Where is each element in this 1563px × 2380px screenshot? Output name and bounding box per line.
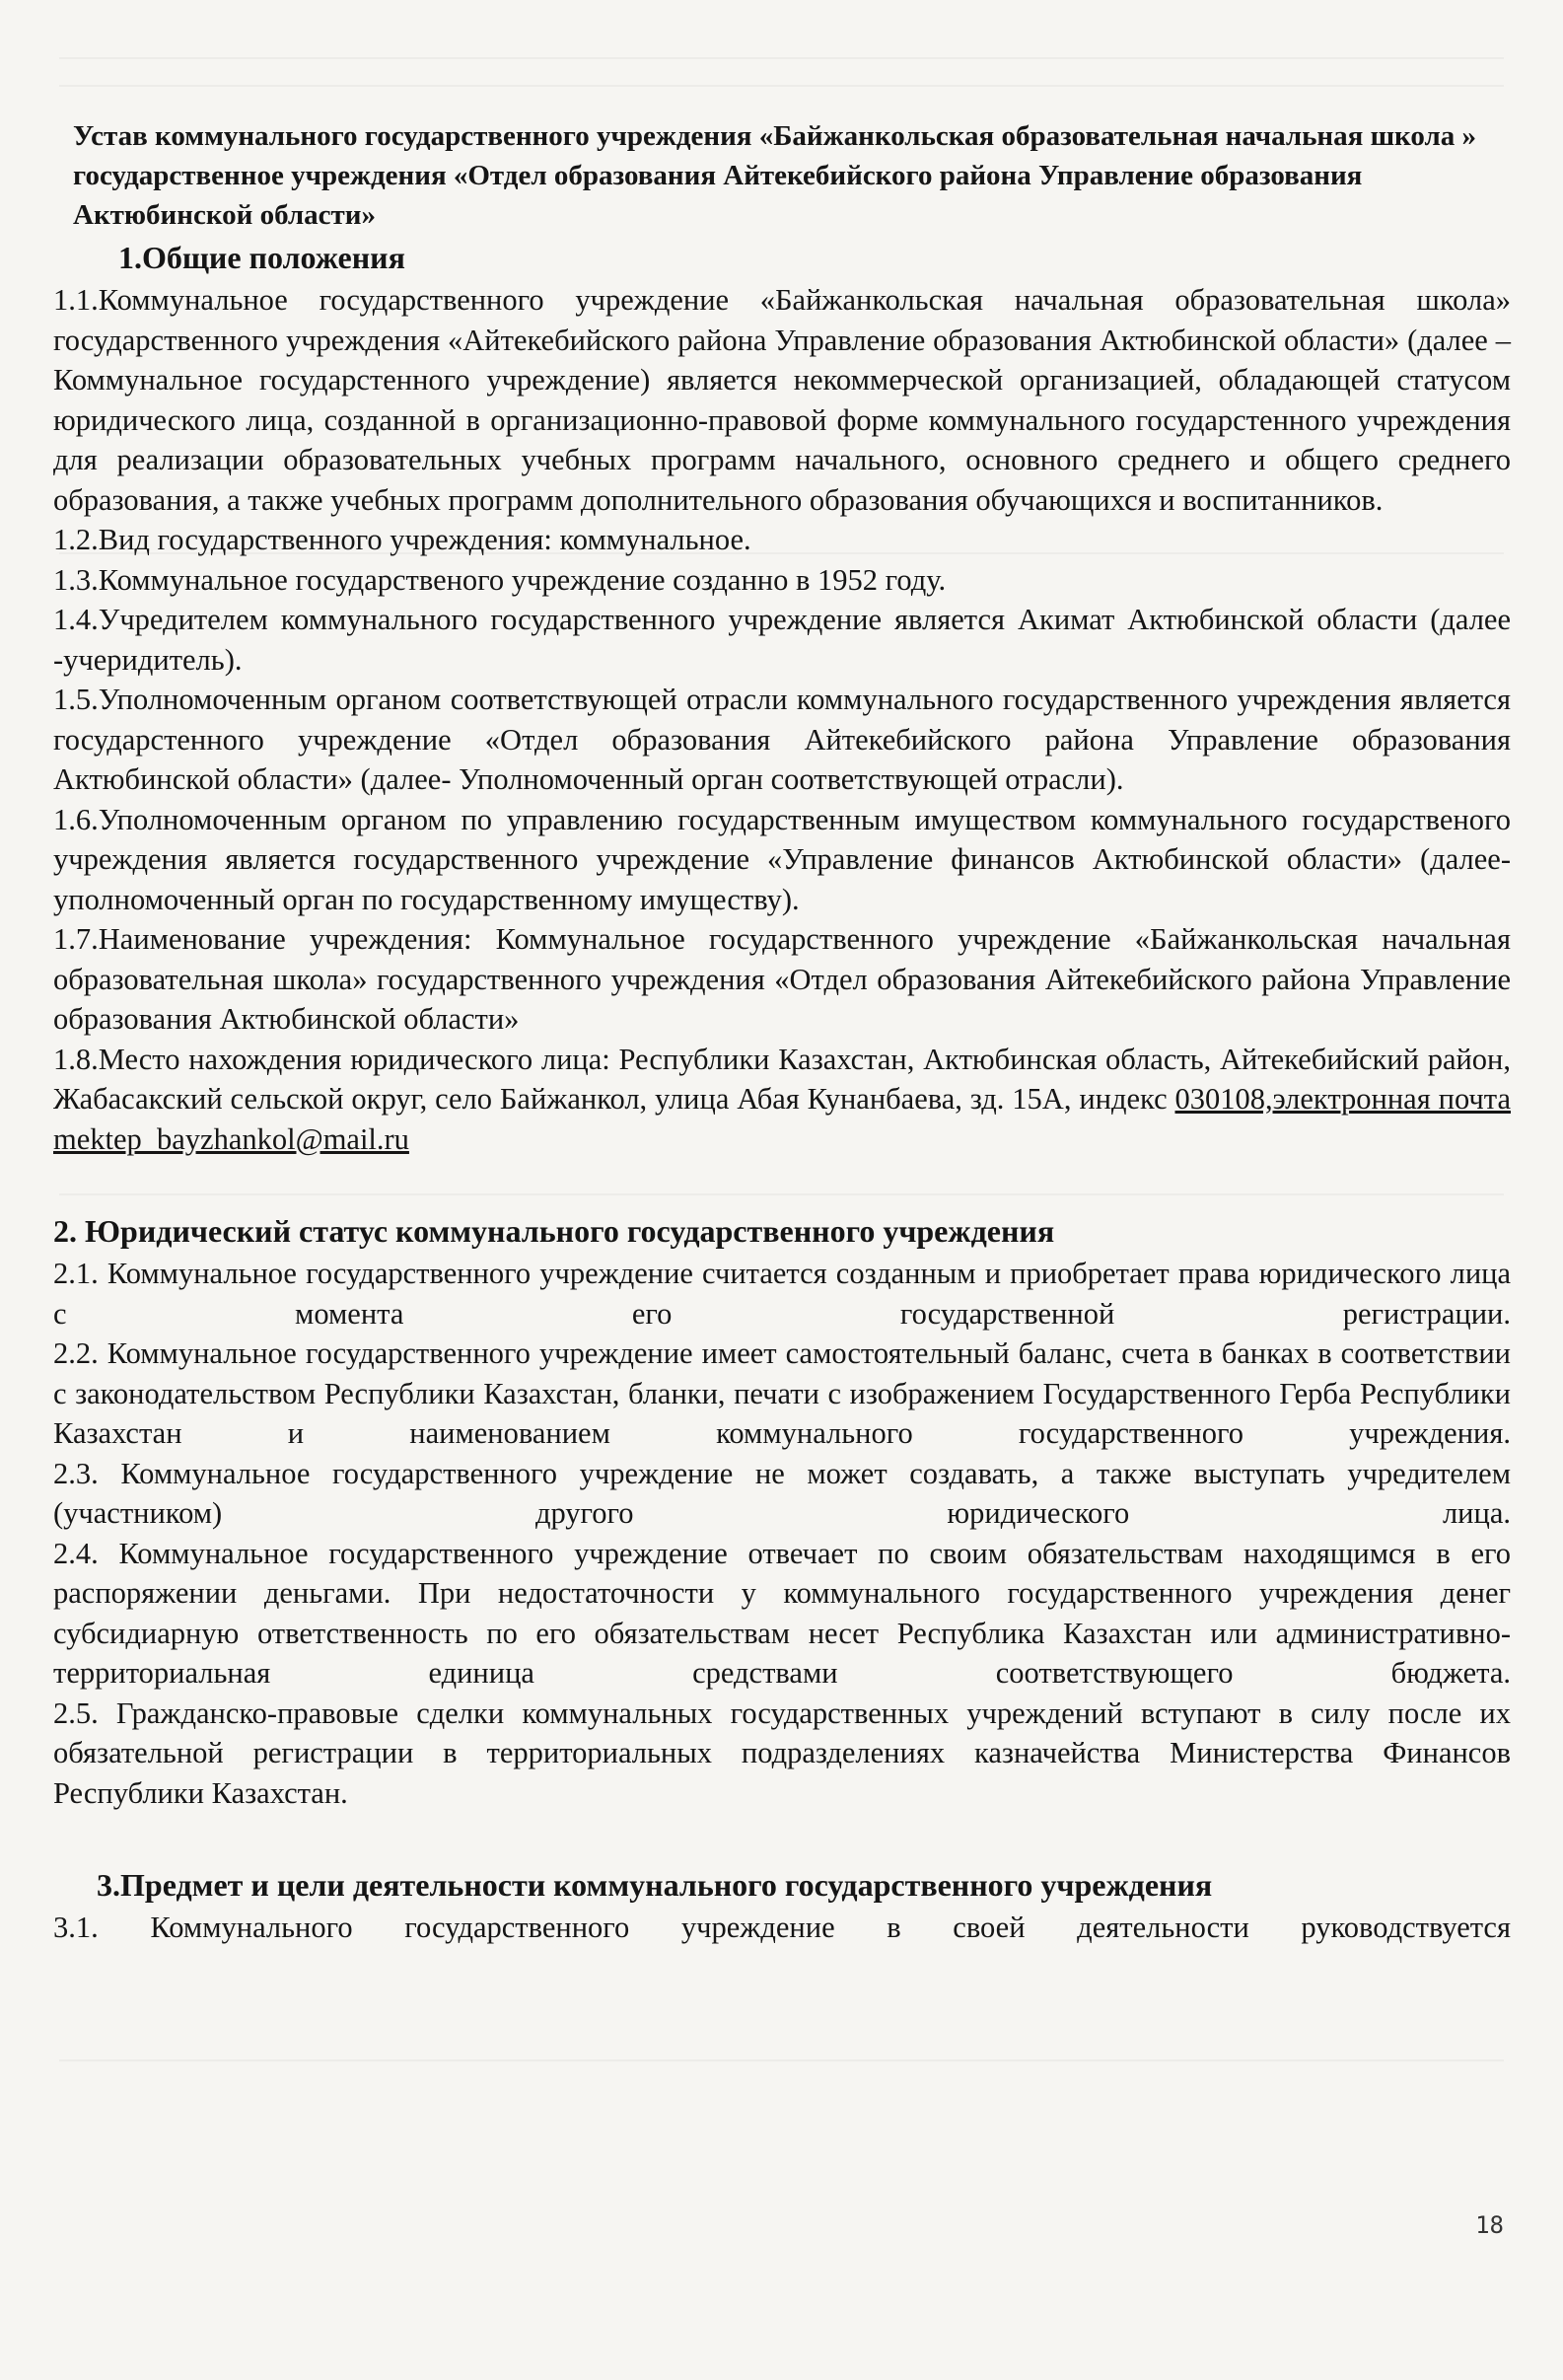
bleed-through-line [59, 85, 1504, 87]
page-number: 18 [1475, 2211, 1504, 2239]
paragraph-1-6: 1.6.Уполномоченным органом по управлению государственным имуществом коммунального государственого учреждения является государственного учреждение «Управление финансов Актюбинской области» (далее- уполномоченный орган по государственному имуществу). [53, 802, 1511, 916]
section-spacer [53, 1159, 1511, 1208]
paragraph-1-3: 1.3.Коммунальное государственого учреждение созданно в 1952 году. [53, 562, 947, 597]
paragraph-1-5: 1.5.Уполномоченным органом соответствующей отрасли коммунального государственного учреждения является государстенного учреждение «Отдел образования Айтекебийского района Управление образования Актюбинской области» (далее- Уполномоченный орган соответствующей отрасли). [53, 683, 1511, 796]
paragraph-1-8-text: 1.8.Место нахождения юридического лица: Республики Казахстан, Актюбинская область, Айтекебийский район, Жабасакский сельской округ, село Байжанкол, улица Абая Кунанбаева, зд. 15А, индекс [53, 1042, 1511, 1116]
paragraph-2-5: 2.5. Гражданско-правовые сделки коммунальных государственных учреждений вступают в силу после их обязательной регистрации в территориальных подразделениях казначейства Министерства Финансов Республики Казахстан. [53, 1695, 1511, 1810]
paragraph-2-2: 2.2. Коммунальное государственного учреждение имеет самостоятельный баланс, счета в банках в соответствии с законодательством Республики Казахстан, бланки, печати с изображением Государственного Герба Республики Казахстан и наименованием коммунального государственного учреждения. [53, 1336, 1511, 1450]
section-spacer [53, 1813, 1511, 1862]
paragraph-1-7: 1.7.Наименование учреждения: Коммунальное государственного учреждение «Байжанкольская начальная образовательная школа» государственного учреждения «Отдел образования Айтекебийского района Управление образования Актюбинской области» [53, 922, 1511, 1036]
paragraph-3-1: 3.1. Коммунального государственного учреждение в своей деятельности руководствуется [53, 1911, 1511, 1944]
document-title: Устав коммунального государственного учреждения «Байжанкольская образовательная начальная школа » государственное учреждения «Отдел образования Айтекебийского района Управление образования Актюбинской области» [73, 120, 1477, 231]
paragraph-2-4: 2.4. Коммунальное государственного учреждение отвечает по своим обязательствам находящимся в его распоряжении деньгами. При недостаточности у коммунального государственного учреждения денег субсидиарную ответственность по его обязательствам несет Республика Казахстан или административно-территориальная единица средствами соответствующего бюджета. [53, 1536, 1511, 1690]
paragraph-2-3: 2.3. Коммунальное государственного учреждение не может создавать, а также выступать учредителем (участником) другого юридического лица. [53, 1456, 1511, 1530]
paragraph-2-1: 2.1. Коммунальное государственного учреждение считается созданным и приобретает права юридического лица с момента его государственной регистрации. [53, 1257, 1511, 1331]
section-3-heading: 3.Предмет и цели деятельности коммунального государственного учреждения [97, 1867, 1213, 1903]
document-page [53, 116, 1511, 1948]
paragraph-1-1: 1.1.Коммунальное государственного учреждение «Байжанкольская начальная образовательная школа» государственного учреждения «Айтекебийского района Управление образования Актюбинской области» (далее – Коммунальное государстенного учреждение) является некоммерческой организацией, обладающей статусом юридического лица, созданной в организационно-правовой форме коммунального государстенного учреждения для реализации образовательных учебных программ начального, основного среднего и общего среднего образования, а также учебных программ дополнительного образования обучающихся и воспитанников. [53, 283, 1511, 517]
bleed-through-line [59, 57, 1504, 59]
paragraph-1-2: 1.2.Вид государственного учреждения: коммунальное. [53, 523, 751, 556]
section-2-heading: 2. Юридический статус коммунального государственного учреждения [53, 1213, 1055, 1249]
paragraph-1-4: 1.4.Учредителем коммунального государственного учреждение является Акимат Актюбинской области (далее -учеридитель). [53, 603, 1511, 677]
section-1-heading: 1.Общие положения [118, 240, 405, 275]
bleed-through-line [59, 2059, 1504, 2061]
paragraph-1-8 [53, 1040, 1511, 1160]
paragraph-1-8-contact: 030108,электронная почта mektep_bayzhankol@mail.ru [53, 1082, 1511, 1156]
